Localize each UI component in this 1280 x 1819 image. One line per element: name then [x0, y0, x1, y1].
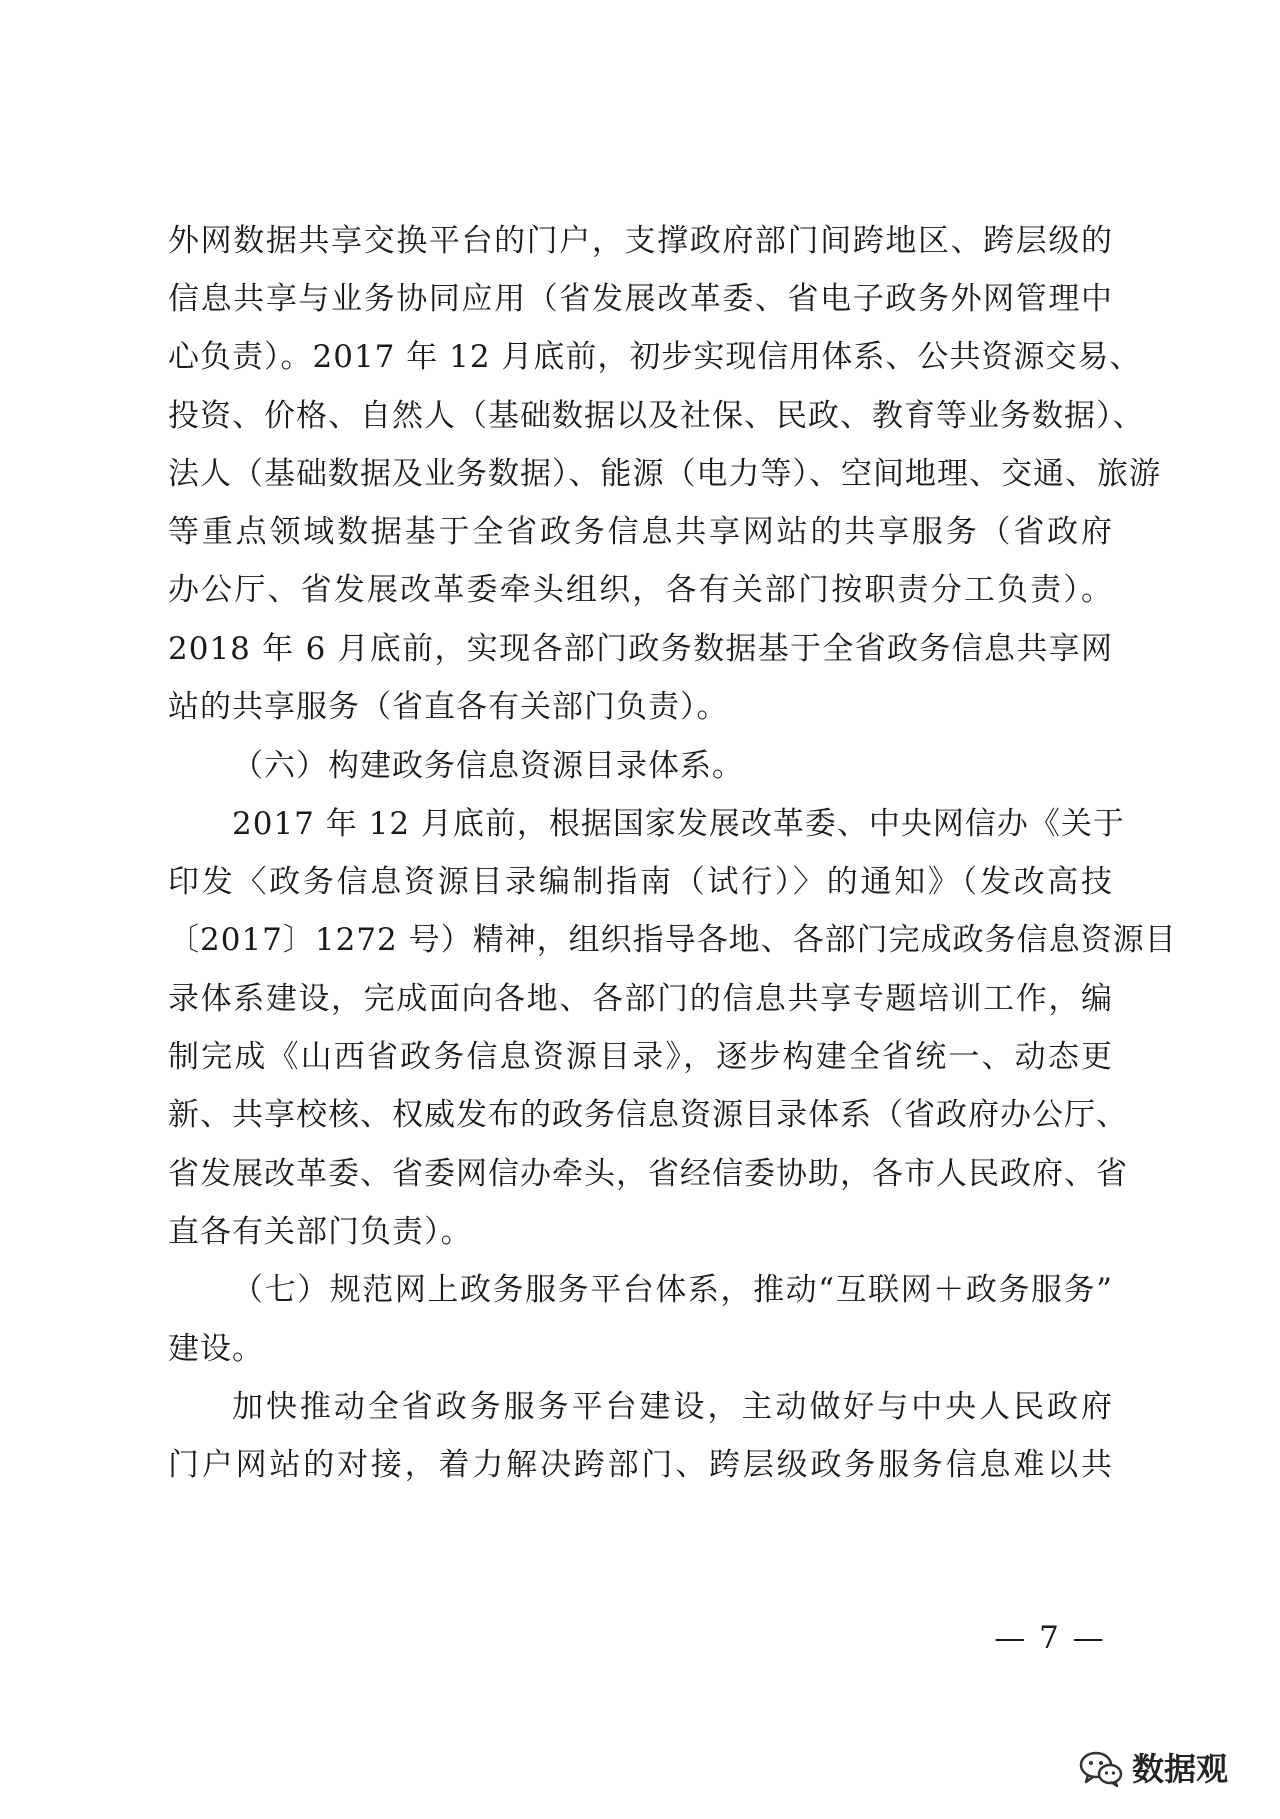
body-line-17: 省发展改革委、省委网信办牵头，省经信委协助，各市人民政府、省	[168, 1156, 1128, 1192]
body-line-5: 法人（基础数据及业务数据）、能源（电力等）、空间地理、交通、旅游	[168, 456, 1161, 492]
body-line-18: 直各有关部门负责）。	[168, 1214, 473, 1250]
page-number: — 7 —	[994, 1620, 1106, 1656]
body-line-12: 印发〈政务信息资源目录编制指南（试行）〉的通知》（发改高技	[168, 864, 1113, 900]
body-line-21: 加快推动全省政务服务平台建设，主动做好与中央人民政府	[232, 1389, 1113, 1425]
body-line-1: 外网数据共享交换平台的门户，支撑政府部门间跨地区、跨层级的	[168, 223, 1113, 259]
body-line-7: 办公厅、省发展改革委牵头组织，各有关部门按职责分工负责）。	[168, 572, 1113, 608]
body-line-3: 心负责）。2017 年 12 月底前，初步实现信用体系、公共资源交易、	[168, 339, 1142, 375]
wechat-icon	[1078, 1749, 1124, 1789]
section-heading-6: （六）构建政务信息资源目录体系。	[232, 748, 744, 784]
watermark-text: 数据观	[1132, 1750, 1229, 1788]
body-line-4: 投资、价格、自然人（基础数据以及社保、民政、教育等业务数据）、	[168, 398, 1145, 434]
body-line-16: 新、共享校核、权威发布的政务信息资源目录体系（省政府办公厅、	[168, 1097, 1128, 1133]
section-heading-7-cont: 建设。	[168, 1331, 264, 1367]
body-line-9: 站的共享服务（省直各有关部门负责）。	[168, 689, 729, 725]
body-line-8: 2018 年 6 月底前，实现各部门政务数据基于全省政务信息共享网	[168, 631, 1113, 667]
body-line-6: 等重点领域数据基于全省政务信息共享网站的共享服务（省政府	[168, 514, 1113, 550]
body-line-15: 制完成《山西省政务信息资源目录》，逐步构建全省统一、动态更	[168, 1039, 1113, 1075]
section-heading-7: （七）规范网上政务服务平台体系，推动“互联网＋政务服务”	[232, 1272, 1113, 1308]
body-line-14: 录体系建设，完成面向各地、各部门的信息共享专题培训工作，编	[168, 981, 1113, 1017]
body-line-11: 2017 年 12 月底前，根据国家发展改革委、中央网信办《关于	[232, 806, 1125, 842]
body-line-13: 〔2017〕1272 号）精神，组织指导各地、各部门完成政务信息资源目	[168, 922, 1177, 958]
watermark	[1078, 1747, 1228, 1791]
body-line-2: 信息共享与业务协同应用（省发展改革委、省电子政务外网管理中	[168, 281, 1113, 317]
body-line-22: 门户网站的对接，着力解决跨部门、跨层级政务服务信息难以共	[168, 1447, 1113, 1483]
